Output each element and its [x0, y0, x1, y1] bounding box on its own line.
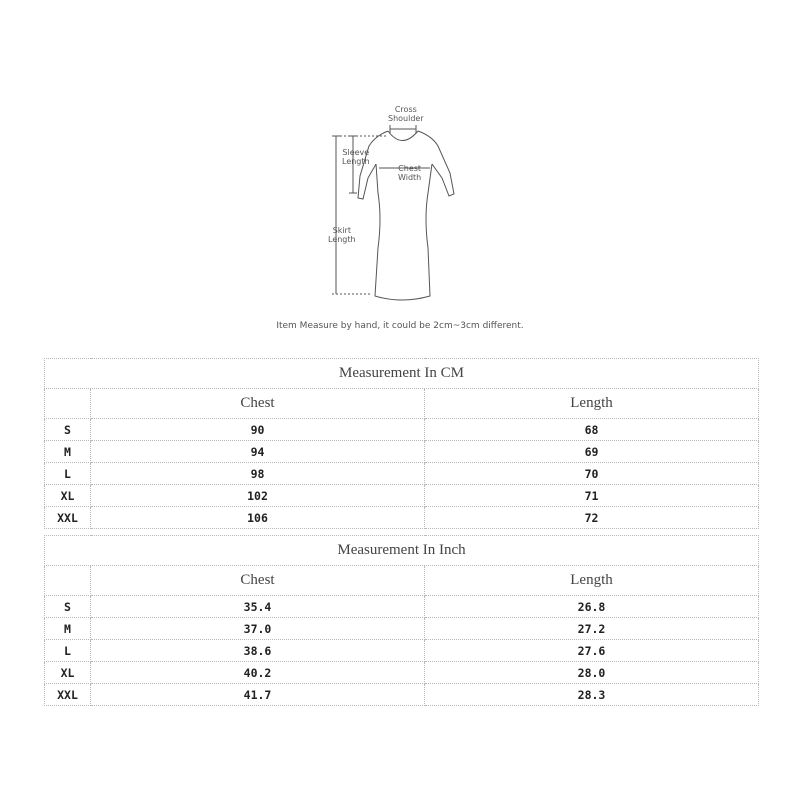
table-row — [45, 507, 759, 529]
chest-width-label: Chest Width — [398, 164, 422, 182]
size-label: XL — [45, 662, 91, 684]
cross-shoulder-label: Cross Shoulder — [388, 105, 424, 123]
size-label: S — [45, 596, 91, 618]
chest-value: 35.4 — [91, 596, 425, 618]
chest-value: 37.0 — [91, 618, 425, 640]
table-row — [45, 596, 759, 618]
skirt-length-label: Skirt Length — [328, 226, 356, 244]
size-table-cm — [44, 358, 759, 529]
column-header-chest: Chest — [91, 566, 425, 596]
length-value: 71 — [425, 485, 759, 507]
chest-value: 38.6 — [91, 640, 425, 662]
length-value: 27.2 — [425, 618, 759, 640]
chest-value: 90 — [91, 419, 425, 441]
chest-value: 98 — [91, 463, 425, 485]
table-row — [45, 463, 759, 485]
size-label: M — [45, 618, 91, 640]
column-header-length: Length — [425, 566, 759, 596]
size-label: L — [45, 463, 91, 485]
dress-outline-icon — [320, 98, 480, 308]
size-label: XL — [45, 485, 91, 507]
size-label: S — [45, 419, 91, 441]
table-title: Measurement In Inch — [45, 536, 759, 566]
chest-value: 106 — [91, 507, 425, 529]
length-value: 28.0 — [425, 662, 759, 684]
size-table-inch — [44, 535, 759, 706]
length-value: 26.8 — [425, 596, 759, 618]
header-blank-cell — [45, 566, 91, 596]
size-label: L — [45, 640, 91, 662]
header-blank-cell — [45, 389, 91, 419]
table-row — [45, 684, 759, 706]
table-row — [45, 662, 759, 684]
length-value: 70 — [425, 463, 759, 485]
table-row — [45, 419, 759, 441]
table-title-row — [45, 359, 759, 389]
table-row — [45, 485, 759, 507]
column-header-chest: Chest — [91, 389, 425, 419]
table-title-row — [45, 536, 759, 566]
table-row — [45, 441, 759, 463]
chest-value: 102 — [91, 485, 425, 507]
length-value: 72 — [425, 507, 759, 529]
size-label: XXL — [45, 684, 91, 706]
length-value: 69 — [425, 441, 759, 463]
chest-value: 41.7 — [91, 684, 425, 706]
length-value: 28.3 — [425, 684, 759, 706]
table-title: Measurement In CM — [45, 359, 759, 389]
table-row — [45, 618, 759, 640]
table-row — [45, 640, 759, 662]
length-value: 27.6 — [425, 640, 759, 662]
column-header-length: Length — [425, 389, 759, 419]
dress-measurement-diagram — [320, 98, 480, 308]
length-value: 68 — [425, 419, 759, 441]
table-header-row — [45, 566, 759, 596]
chest-value: 40.2 — [91, 662, 425, 684]
size-label: XXL — [45, 507, 91, 529]
size-label: M — [45, 441, 91, 463]
chest-value: 94 — [91, 441, 425, 463]
sleeve-length-label: Sleeve Length — [342, 148, 370, 166]
measurement-note: Item Measure by hand, it could be 2cm~3cm different. — [276, 321, 524, 331]
table-header-row — [45, 389, 759, 419]
